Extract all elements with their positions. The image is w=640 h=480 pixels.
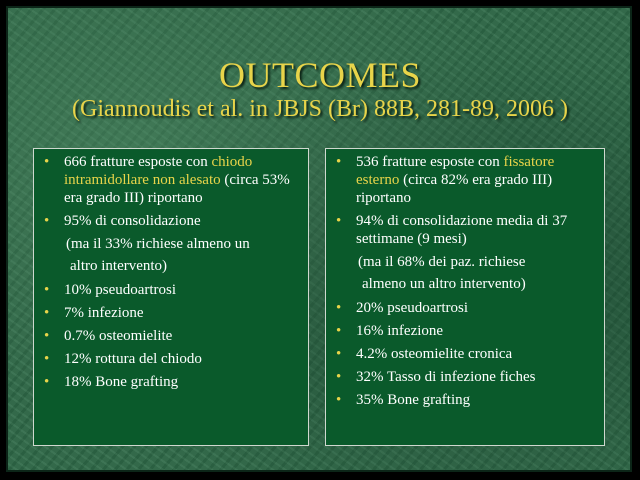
right-item-4: • 16% infezione [334,322,598,340]
right-panel [325,148,605,446]
left-item-1-highlight: chiodo intramidollare non alesato [64,154,253,188]
left-item-1-text: 666 fratture esposte con [64,154,212,170]
left-item-1 [42,153,302,207]
left-item-4: • 7% infezione [42,304,302,322]
left-list [42,153,302,391]
left-item-2: • 95% di consolidazione [42,212,302,230]
right-list [334,153,598,409]
left-item-2-note-1: (ma il 33% richiese almeno un [66,236,250,252]
left-item-6: • 12% rottura del chiodo [42,350,302,368]
left-panel [33,148,309,446]
right-item-2-note-1: (ma il 68% dei paz. richiese [358,254,526,270]
slide-subtitle: (Giannoudis et al. in JBJS (Br) 88B, 281-89, 2006 ) [72,96,568,122]
right-item-3: • 20% pseudoartrosi [334,299,598,317]
right-item-1 [334,153,598,207]
left-item-2-note-2: altro intervento) [70,258,168,274]
right-item-1-highlight: fissatore esterno [356,154,555,188]
left-item-7: • 18% Bone grafting [42,373,302,391]
left-item-1-text-end: (circa 53% era grado III) riportano [64,172,290,206]
right-item-5: • 4.2% osteomielite cronica [334,345,598,363]
right-item-2-note-2: almeno un altro intervento) [362,276,526,292]
right-item-7: • 35% Bone grafting [334,391,598,409]
right-item-1-text-end: (circa 82% era grado III) riportano [356,172,553,206]
right-item-2: • 94% di consolidazione media di 37 settimane (9 mesi) [334,212,598,248]
right-item-6: • 32% Tasso di infezione fiches [334,368,598,386]
right-item-1-text: 536 fratture esposte con [356,154,504,170]
left-item-3: • 10% pseudoartrosi [42,281,302,299]
left-item-5: • 0.7% osteomielite [42,327,302,345]
slide-title: OUTCOMES [218,55,422,95]
